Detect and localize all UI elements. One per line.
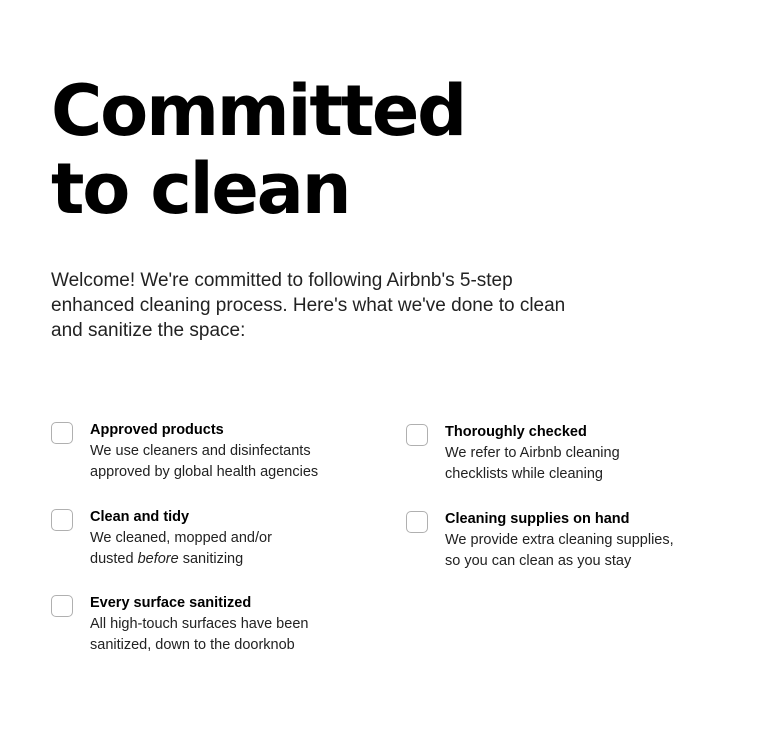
checklist-item-text — [90, 420, 318, 483]
desc-text-emphasis: before — [137, 551, 179, 567]
page-title — [51, 72, 731, 228]
intro-paragraph: Welcome! We're committed to following Airbnb's 5-step enhanced cleaning process. Here's what we've done to clean and sanitize the space: — [51, 270, 566, 341]
checklist-item-desc-line-2: checklists while cleaning — [445, 466, 603, 482]
desc-text-post: sanitizing — [178, 551, 244, 567]
checklist-item-text — [90, 593, 308, 656]
checklist-item-desc-line-1: We use cleaners and disinfectants — [90, 443, 311, 459]
clean-commitment-section — [51, 70, 731, 653]
every-surface-sanitized-checkbox[interactable] — [51, 595, 73, 617]
checklist-item-title: Thoroughly checked — [445, 424, 587, 440]
checklist-item-desc-line-1: We cleaned, mopped and/or — [90, 530, 272, 546]
checklist-item-every-surface-sanitized — [51, 593, 308, 656]
checklist-item-title: Clean and tidy — [90, 509, 190, 525]
page-title-line-2: to clean — [51, 148, 350, 230]
checklist-item-text — [445, 509, 674, 572]
page-title-line-1: Committed — [51, 70, 466, 152]
desc-text-pre: dusted — [90, 551, 138, 567]
thoroughly-checked-checkbox[interactable] — [406, 424, 428, 446]
checklist-item-desc-line-2: so you can clean as you stay — [445, 553, 632, 569]
cleaning-supplies-checkbox[interactable] — [406, 511, 428, 533]
checklist-item-thoroughly-checked — [406, 422, 620, 485]
checklist-item-title: Approved products — [90, 422, 224, 438]
checklist-item-title: Every surface sanitized — [90, 595, 252, 611]
checklist-item-desc-line-2: approved by global health agencies — [90, 464, 319, 480]
clean-and-tidy-checkbox[interactable] — [51, 509, 73, 531]
checklist-item-desc-line-2: sanitized, down to the doorknob — [90, 637, 295, 653]
checklist-item-clean-and-tidy — [51, 507, 272, 570]
checklist-item-cleaning-supplies — [406, 509, 674, 572]
checklist-item-desc-line-2 — [90, 549, 272, 570]
checklist-item-desc-line-1: We provide extra cleaning supplies, — [445, 532, 674, 548]
checklist-item-text — [90, 507, 272, 570]
checklist-item-desc-line-1: All high-touch surfaces have been — [90, 616, 309, 632]
checklist-item-title: Cleaning supplies on hand — [445, 511, 630, 527]
checklist-item-approved-products — [51, 420, 318, 483]
approved-products-checkbox[interactable] — [51, 422, 73, 444]
checklist-item-desc-line-1: We refer to Airbnb cleaning — [445, 445, 620, 461]
checklist-item-text — [445, 422, 620, 485]
